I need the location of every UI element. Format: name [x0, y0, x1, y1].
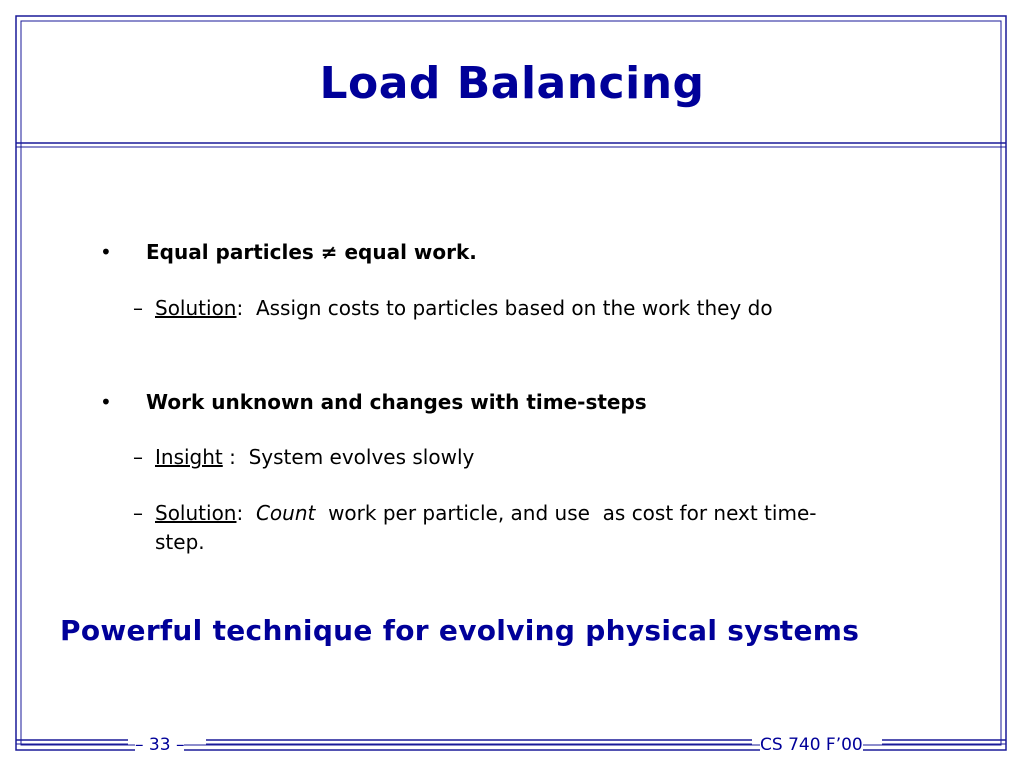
sub-separator: : — [236, 296, 244, 320]
sub-label-solution: Solution — [155, 296, 237, 320]
page-number: – 33 – — [135, 735, 185, 755]
sub-label-solution: Solution — [155, 501, 237, 525]
bullet-2-sub-1 — [133, 443, 953, 472]
course-label: CS 740 F’00 — [760, 735, 863, 755]
sub-text: System evolves slowly — [235, 445, 475, 469]
slide-title: Load Balancing — [319, 58, 705, 109]
bullet-1-sub-1 — [133, 294, 953, 323]
bullet-1-text: Equal particles ≠ equal work. — [146, 240, 477, 264]
bullet-2-text: Work unknown and changes with time-steps — [146, 390, 647, 414]
sub-emph-count: Count — [255, 501, 316, 525]
sub-separator: : — [236, 501, 244, 525]
sub-label-insight: Insight — [155, 445, 223, 469]
sub-continuation: step. — [155, 530, 205, 554]
bullet-1 — [100, 240, 477, 264]
sub-text: work per particle, and use as cost for next time- — [315, 501, 817, 525]
sub-separator: : — [222, 445, 236, 469]
conclusion-text: Powerful technique for evolving physical systems — [60, 614, 860, 647]
dash-1: – — [133, 296, 143, 320]
bullet-2-sub-2 — [133, 499, 953, 557]
bullet-dot-2: • — [100, 390, 112, 414]
sub-text: Assign costs to particles based on the work they do — [243, 296, 773, 320]
dash-2: – — [133, 445, 143, 469]
dash-3: – — [133, 501, 143, 525]
bullet-2 — [100, 390, 647, 414]
bullet-dot-1: • — [100, 240, 112, 264]
